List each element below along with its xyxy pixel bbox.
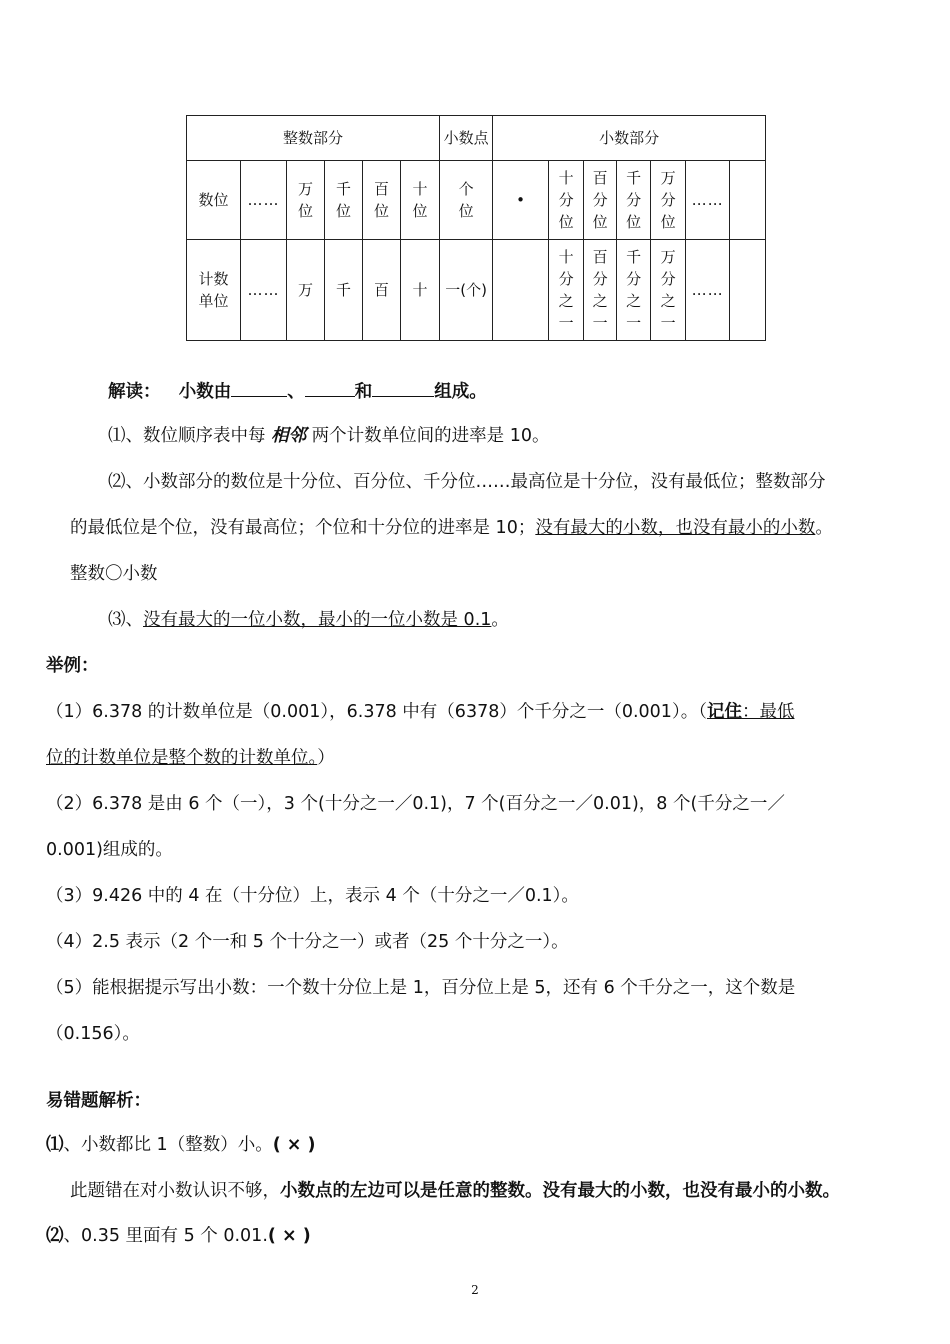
q2-number: ⑵: [46, 1226, 64, 1246]
example-1-line-b: [46, 746, 335, 770]
q1-mark: ( × ): [272, 1135, 316, 1155]
integer-part-header: 整数部分: [187, 116, 440, 161]
jiedu-post: 组成。: [434, 382, 487, 402]
blank-2: [305, 378, 355, 397]
place-cell: 万 位: [297, 179, 313, 220]
place-cell: 十 分 位: [558, 168, 574, 231]
unit-cell: 千 分 之 一: [626, 247, 642, 332]
place-cell: 十 位: [412, 179, 428, 220]
jiedu-sep2: 和: [354, 382, 373, 402]
unit-cell: [730, 240, 766, 341]
q1-expl-bold: 小数点的左边可以是任意的整数。没有最大的小数，也没有最小的小数。: [280, 1181, 840, 1201]
e1-a-underlined: ：最低: [741, 702, 795, 722]
unit-cell: 百: [363, 240, 401, 341]
unit-cell: ……: [241, 240, 287, 341]
decimal-point-dot: •: [493, 161, 549, 240]
e1-remember: 记住: [706, 702, 742, 722]
error-q1-explanation: [70, 1179, 840, 1203]
example-3: （3）9.426 中的 4 在（十分位）上，表示 4 个（十分之一／0.1）。: [46, 886, 579, 906]
place-value-table: [186, 115, 766, 341]
point-2-line-a: ⑵、小数部分的数位是十分位、百分位、千分位……最高位是十分位，没有最低位；整数部分: [108, 472, 826, 492]
example-1-line-a: [46, 700, 794, 724]
errors-title: 易错题解析：: [46, 1091, 151, 1111]
unit-cell: 万: [287, 240, 325, 341]
jiedu-label: 解读：: [108, 382, 161, 402]
point-1: [108, 424, 550, 448]
unit-cell: 百 分 之 一: [592, 247, 608, 332]
p3-underlined: 没有最大的一位小数，最小的一位小数是 0.1: [143, 610, 492, 630]
q1-text: 、小数都比 1（整数）小。: [63, 1135, 273, 1155]
unit-cell: 千: [325, 240, 363, 341]
place-cell: ……: [686, 161, 730, 240]
place-cell: 百 位: [373, 179, 389, 220]
unit-cell: 万 分 之 一: [660, 247, 676, 332]
p2-b-end: 。: [815, 518, 833, 538]
unit-cell: 十 分 之 一: [558, 247, 574, 332]
jiedu-pre: 小数由: [178, 382, 232, 402]
jiedu-line: [108, 378, 487, 404]
example-2-line-b: 0.001)组成的。: [46, 840, 173, 860]
q1-number: ⑴: [46, 1135, 64, 1155]
unit-cell: 十: [401, 240, 440, 341]
place-cell: 千 分 位: [626, 168, 642, 231]
p2-b: 的最低位是个位，没有最高位；个位和十分位的进率是 10；: [70, 518, 536, 538]
e1-b-underlined: 位的计数单位是整个数的计数单位。: [46, 748, 318, 768]
decimal-point-header: 小数点: [440, 116, 493, 161]
place-cell: 万 分 位: [660, 168, 676, 231]
point-2-line-c: 整数〇小数: [70, 564, 158, 584]
unit-row: [187, 240, 766, 341]
place-cell: 个 位: [458, 179, 474, 220]
examples-title: 举例：: [46, 656, 99, 676]
unit-row-label: 计数 单位: [198, 269, 229, 310]
p3-end: 。: [491, 610, 509, 630]
e1-a: （1）6.378 的计数单位是（0.001），6.378 中有（6378）个千分之一（0.001）。（: [46, 702, 707, 722]
place-row: [187, 161, 766, 240]
place-cell: ……: [241, 161, 287, 240]
jiedu-sep1: 、: [287, 382, 305, 402]
error-q2: [46, 1224, 311, 1248]
e1-b-end: ）: [317, 748, 335, 768]
example-4: （4）2.5 表示（2 个一和 5 个十分之一）或者（25 个十分之一）。: [46, 932, 569, 952]
place-row-label: 数位: [187, 161, 241, 240]
p1-emphasis: 相邻: [271, 426, 307, 446]
place-cell: [730, 161, 766, 240]
page-number: 2: [471, 1283, 479, 1297]
decimal-part-header: 小数部分: [493, 116, 766, 161]
p1-pre: ⑴、数位顺序表中每: [108, 426, 266, 446]
point-2-line-b: [70, 516, 833, 540]
q1-expl-pre: 此题错在对小数认识不够，: [70, 1181, 280, 1201]
point-3: [108, 608, 509, 632]
place-cell: 百 分 位: [592, 168, 608, 231]
example-2-line-a: （2）6.378 是由 6 个（一），3 个(十分之一／0.1)，7 个(百分之一／0.01)，8 个(千分之一／: [46, 794, 785, 814]
error-q1: [46, 1133, 316, 1157]
p3-pre: ⑶、: [108, 610, 143, 630]
p2-b-underlined: 没有最大的小数，也没有最小的小数: [535, 518, 816, 538]
blank-1: [231, 378, 287, 397]
unit-cell: [493, 240, 549, 341]
blank-3: [372, 378, 434, 397]
p1-post: 两个计数单位间的进率是 10。: [311, 426, 550, 446]
q2-mark: ( × ): [267, 1226, 311, 1246]
unit-cell: ……: [686, 240, 730, 341]
place-cell: 千 位: [335, 179, 351, 220]
example-5-line-b: （0.156）。: [46, 1024, 140, 1044]
q2-text: 、0.35 里面有 5 个 0.01.: [63, 1226, 268, 1246]
example-5-line-a: （5）能根据提示写出小数：一个数十分位上是 1，百分位上是 5，还有 6 个千分之一，这个数是: [46, 978, 796, 998]
unit-cell: 一(个): [440, 240, 493, 341]
